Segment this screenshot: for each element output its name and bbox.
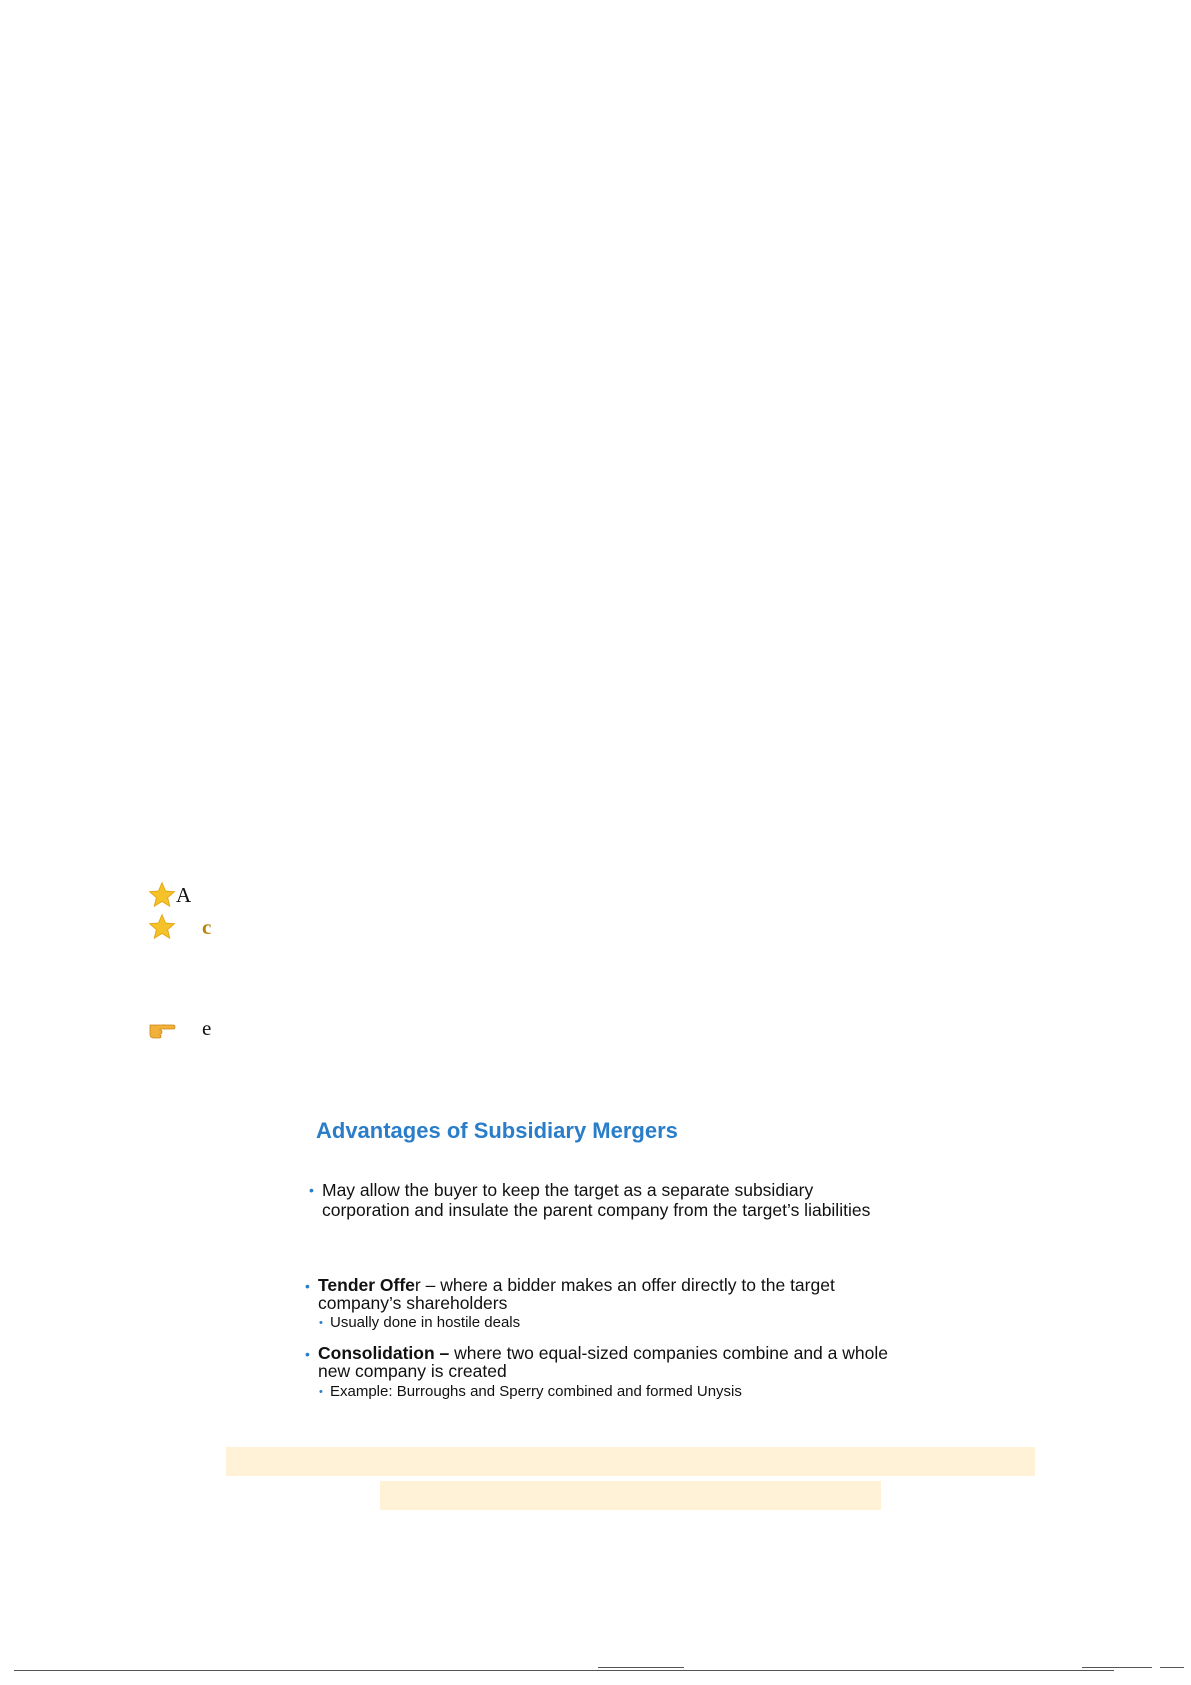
star-icon bbox=[148, 881, 176, 909]
bullet-dot: • bbox=[309, 1182, 314, 1198]
embedded-slide bbox=[300, 1118, 900, 1400]
bullet-subsidiary-advantage bbox=[309, 1180, 902, 1220]
note-row-3 bbox=[148, 1013, 211, 1043]
sub-bullet-text: Usually done in hostile deals bbox=[330, 1314, 521, 1331]
sub-bullet-text: Example: Burroughs and Sperry combined and formed Unysis bbox=[330, 1383, 742, 1400]
note-text-3: e bbox=[202, 1015, 212, 1040]
pointing-hand-icon bbox=[148, 1014, 176, 1042]
bullet-text: May allow the buyer to keep the target as a separate subsidiary corporation and insulate the parent company from the target’s liabilities bbox=[322, 1180, 871, 1220]
sub-bullet-dot: • bbox=[319, 1386, 323, 1398]
highlight-bar-2 bbox=[380, 1481, 881, 1510]
bullet-dot: • bbox=[305, 1346, 310, 1362]
bullet-consolidation bbox=[305, 1343, 898, 1381]
note-text-2: c bbox=[202, 914, 212, 939]
sub-bullet-dot: • bbox=[319, 1317, 323, 1329]
highlight-bar-1 bbox=[226, 1447, 1035, 1476]
slide-title: Advantages of Subsidiary Mergers bbox=[316, 1118, 678, 1143]
tender-offer-definition: r – where a bidder makes an offer directly to the target company’s shareholders bbox=[318, 1275, 835, 1313]
bullet-tender-offer bbox=[305, 1275, 898, 1313]
tender-offer-term: Tender Offe bbox=[318, 1275, 415, 1295]
footer-marks bbox=[598, 1667, 684, 1671]
footer-marks bbox=[1082, 1667, 1152, 1671]
footer-marks bbox=[1160, 1667, 1184, 1671]
note-text-1: A bbox=[176, 882, 192, 907]
star-icon bbox=[148, 913, 176, 941]
note-row-1 bbox=[148, 880, 191, 910]
sub-bullet-consolidation bbox=[319, 1383, 742, 1401]
consolidation-definition: where two equal-sized companies combine and a whole new company is created bbox=[318, 1343, 888, 1381]
bullet-dot: • bbox=[305, 1278, 310, 1294]
footer-divider bbox=[14, 1670, 1114, 1671]
sub-bullet-tender-offer bbox=[319, 1314, 521, 1332]
note-row-2 bbox=[148, 912, 211, 942]
consolidation-term: Consolidation – bbox=[318, 1343, 450, 1363]
